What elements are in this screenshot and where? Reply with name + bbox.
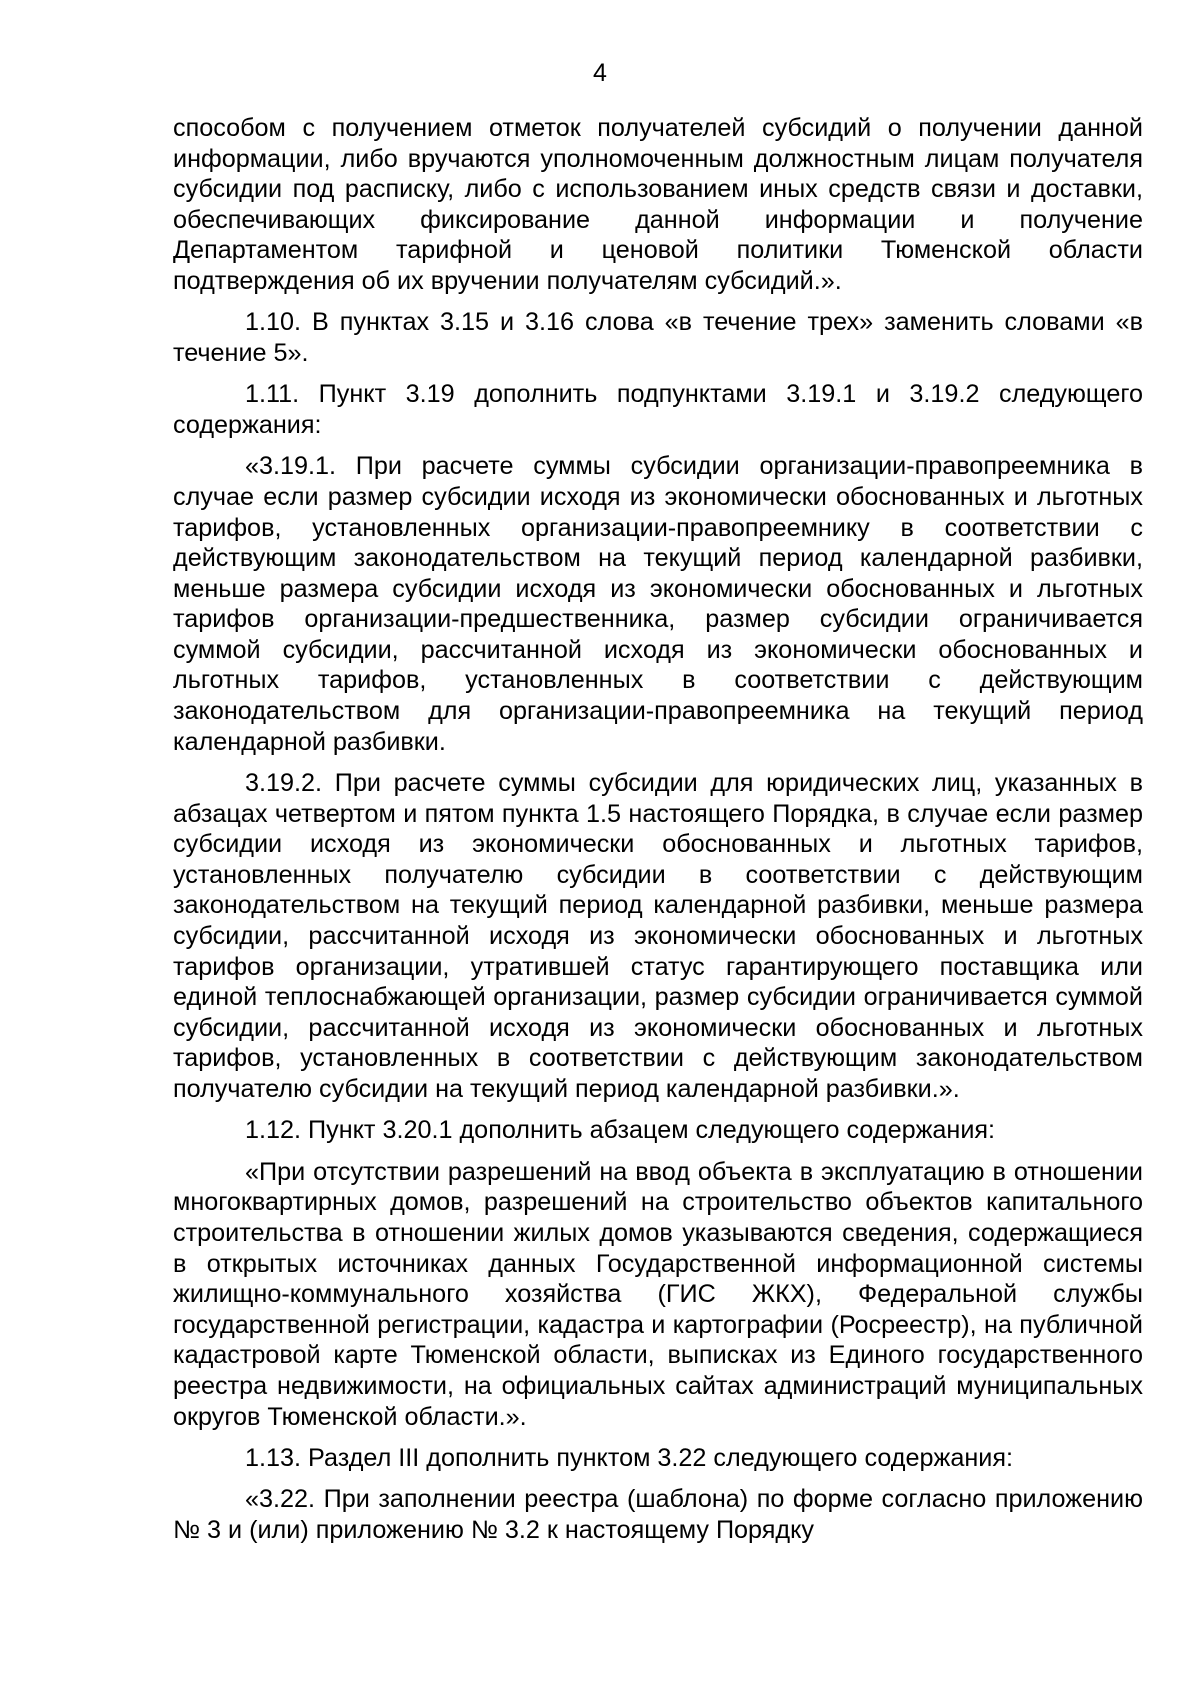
paragraph-subitem-3-19-1: «3.19.1. При расчете суммы субсидии организации-правопреемника в случае если размер субсидии исходя из экономически обоснованных и льготных тарифов, установленных организации-правопреемнику в соответствии с действующим законодательством на текущий период календарной разбивки, меньше размера субсидии исходя из экономически обоснованных и льготных тарифов организации-предшественника, размер субсидии ограничивается суммой субсидии, рассчитанной исходя из экономически обоснованных и льготных тарифов, установленных в соответствии с действующим законодательством для организации-правопреемника на текущий период календарной разбивки.: [173, 452, 1143, 756]
paragraph-item-1-10: 1.10. В пунктах 3.15 и 3.16 слова «в течение трех» заменить словами «в течение 5».: [173, 308, 1143, 367]
paragraph-item-1-13: 1.13. Раздел III дополнить пунктом 3.22 следующего содержания:: [245, 1443, 1013, 1472]
paragraph-quoted-addition: «При отсутствии разрешений на ввод объекта в эксплуатацию в отношении многоквартирных домов, разрешений на строительство объектов капитального строительства в отношении жилых домов указываются сведения, содержащиеся в открытых источниках данных Государственной информационной системы жилищно-коммунального хозяйства (ГИС ЖКХ), Федеральной службы государственной регистрации, кадастра и картографии (Росреестр), на публичной кадастровой карте Тюменской области, выписках из Единого государственного реестра недвижимости, на официальных сайтах администраций муниципальных округов Тюменской области.».: [173, 1157, 1143, 1431]
page-number: 4: [593, 59, 607, 87]
paragraph-continuation: способом с получением отметок получателей субсидий о получении данной информации, либо вручаются уполномоченным должностным лицам получателя субсидии под расписку, либо с использованием иных средств связи и доставки, обеспечивающих фиксирование данной информации и получение Департаментом тарифной и ценовой политики Тюменской области подтверждения об их вручении получателям субсидий.».: [173, 114, 1143, 295]
paragraph-subitem-3-22: «3.22. При заполнении реестра (шаблона) по форме согласно приложению № 3 и (или) приложению № 3.2 к настоящему Порядку: [173, 1485, 1143, 1544]
paragraph-item-1-11: 1.11. Пункт 3.19 дополнить подпунктами 3.19.1 и 3.19.2 следующего содержания:: [173, 380, 1143, 439]
paragraph-item-1-12: 1.12. Пункт 3.20.1 дополнить абзацем следующего содержания:: [245, 1116, 996, 1145]
paragraph-subitem-3-19-2: 3.19.2. При расчете суммы субсидии для юридических лиц, указанных в абзацах четвертом и пятом пункта 1.5 настоящего Порядка, в случае если размер субсидии исходя из экономически обоснованных и льготных тарифов, установленных получателю субсидии в соответствии с действующим законодательством на текущий период календарной разбивки, меньше размера субсидии, рассчитанной исходя из экономически обоснованных и льготных тарифов организации, утратившей статус гарантирующего поставщика или единой теплоснабжающей организации, размер субсидии ограничивается суммой субсидии, рассчитанной исходя из экономически обоснованных и льготных тарифов, установленных в соответствии с действующим законодательством получателю субсидии на текущий период календарной разбивки.».: [173, 769, 1143, 1103]
document-body: [173, 113, 1143, 1556]
